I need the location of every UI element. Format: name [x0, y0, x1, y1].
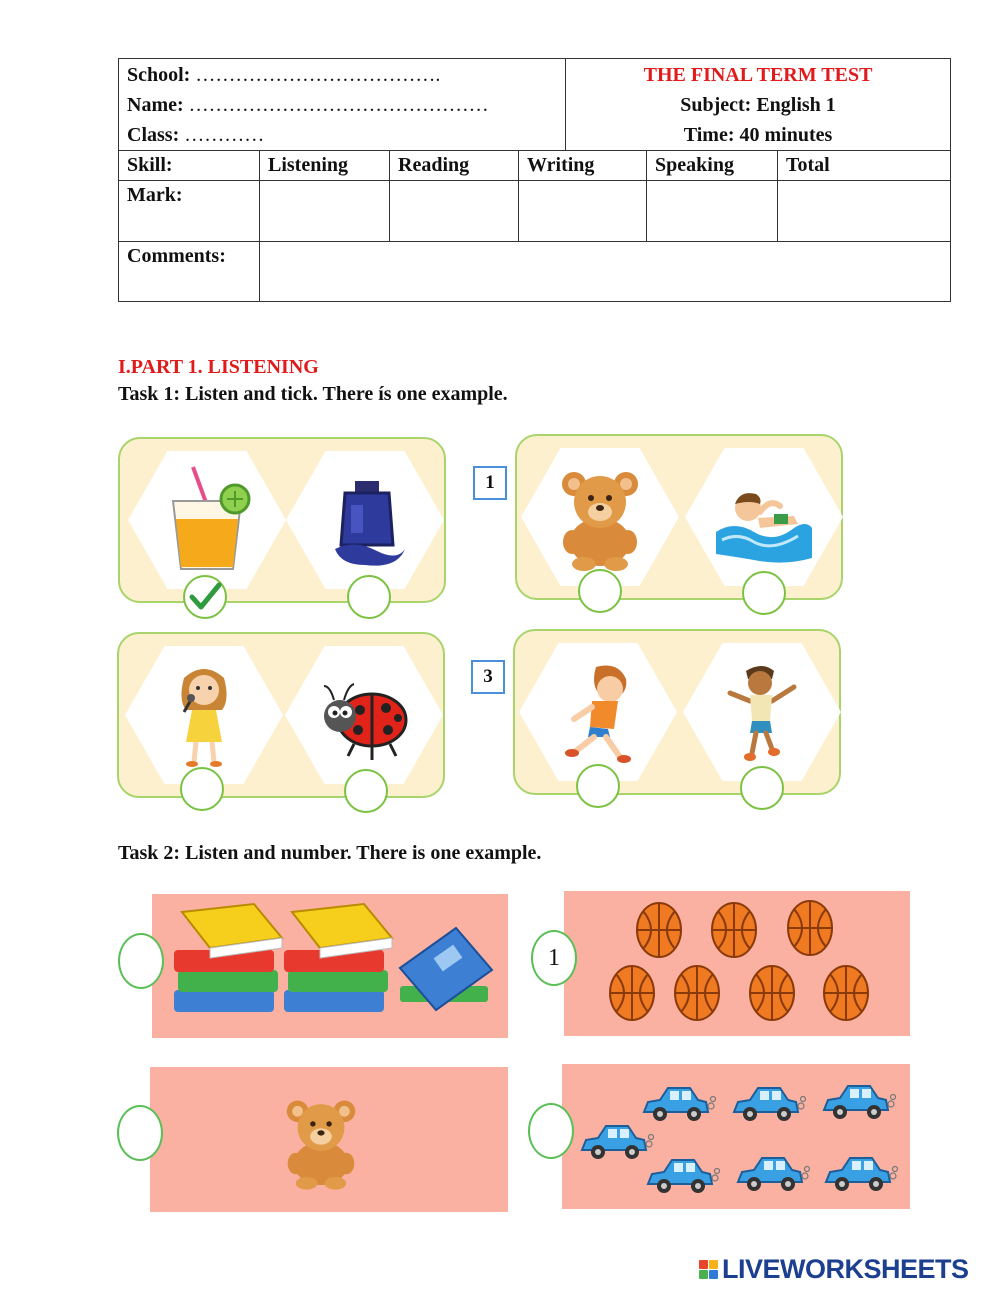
- school-field[interactable]: ……………………………….: [195, 64, 441, 86]
- tick-answer-left[interactable]: [576, 764, 620, 808]
- task2-panel-teddy: [150, 1067, 508, 1212]
- comments-label: Comments:: [119, 242, 260, 302]
- class-line: [127, 120, 557, 150]
- task1-card-2: [117, 632, 445, 798]
- task2-panel-basketballs: [564, 891, 910, 1036]
- mark-row: [119, 181, 951, 242]
- class-field[interactable]: …………: [184, 124, 265, 146]
- car-icon: [822, 1152, 898, 1198]
- mark-total-field[interactable]: [778, 181, 951, 242]
- picture-slot: [285, 646, 443, 784]
- basketball-icon: [608, 964, 656, 1022]
- jumping-boy-icon: [712, 657, 812, 767]
- name-field[interactable]: ………………………………………: [188, 94, 489, 116]
- number-answer-cars[interactable]: [528, 1103, 574, 1159]
- part1-heading: I.PART 1. LISTENING: [118, 356, 319, 378]
- comments-row: [119, 242, 951, 302]
- tick-answer-left[interactable]: [183, 575, 227, 619]
- task2-instruction: Task 2: Listen and number. There is one example.: [118, 842, 542, 864]
- number-answer-books[interactable]: [118, 933, 164, 989]
- skill-writing: Writing: [519, 151, 647, 181]
- number-answer-basketballs[interactable]: 1: [531, 930, 577, 986]
- basketball-icon: [635, 901, 683, 959]
- task1-instruction: Task 1: Listen and tick. There ís one example.: [118, 383, 508, 405]
- skill-row: [119, 151, 951, 181]
- skill-total: Total: [778, 151, 951, 181]
- question-number-1: 1: [473, 466, 507, 500]
- picture-slot: [685, 448, 843, 586]
- tick-answer-left[interactable]: [180, 767, 224, 811]
- tick-answer-right[interactable]: [740, 766, 784, 810]
- school-label: School:: [127, 64, 191, 86]
- school-line: [127, 60, 557, 90]
- task2-panel-cars: [562, 1064, 910, 1209]
- ladybird-icon: [314, 660, 414, 770]
- picture-slot: [286, 451, 444, 589]
- car-icon: [730, 1082, 806, 1128]
- task1-card-3: [513, 629, 841, 795]
- car-icon: [578, 1120, 654, 1166]
- comments-field[interactable]: [260, 242, 951, 302]
- class-label: Class:: [127, 124, 180, 146]
- number-answer-teddy[interactable]: [117, 1105, 163, 1161]
- car-icon: [734, 1152, 810, 1198]
- brand-mark-icon: [699, 1260, 718, 1279]
- basketball-icon: [748, 964, 796, 1022]
- car-icon: [820, 1080, 896, 1126]
- question-number-3: 3: [471, 660, 505, 694]
- mark-label: Mark:: [119, 181, 260, 242]
- swimming-boy-icon: [714, 462, 814, 572]
- picture-slot: [519, 643, 677, 781]
- basketball-icon: [822, 964, 870, 1022]
- basketball-icon: [710, 901, 758, 959]
- liveworksheets-logo: [699, 1254, 969, 1285]
- books-icon: [152, 894, 508, 1038]
- tick-answer-right[interactable]: [347, 575, 391, 619]
- task1-card-1: [515, 434, 843, 600]
- brand-name: LIVEWORKSHEETS: [722, 1254, 969, 1284]
- orange-juice-icon: [157, 465, 257, 575]
- picture-slot: [521, 448, 679, 586]
- name-line: [127, 90, 557, 120]
- teddy-bear-icon: [550, 462, 650, 572]
- student-info-cell: [119, 59, 566, 151]
- picture-slot: [125, 646, 283, 784]
- singing-girl-icon: [154, 660, 254, 770]
- test-title-cell: [566, 59, 951, 151]
- tick-answer-left[interactable]: [578, 569, 622, 613]
- test-header-table: [118, 58, 951, 302]
- mark-listening-field[interactable]: [260, 181, 390, 242]
- task1-card-example: [118, 437, 446, 603]
- time-text: Time: 40 minutes: [683, 124, 833, 146]
- ink-bottle-icon: [315, 465, 415, 575]
- mark-writing-field[interactable]: [519, 181, 647, 242]
- skill-label: Skill:: [119, 151, 260, 181]
- basketball-icon: [673, 964, 721, 1022]
- teddy-bear-icon: [276, 1089, 366, 1193]
- running-boy-icon: [548, 657, 648, 767]
- car-icon: [644, 1154, 720, 1200]
- tick-answer-right[interactable]: [344, 769, 388, 813]
- skill-listening: Listening: [260, 151, 390, 181]
- mark-reading-field[interactable]: [390, 181, 519, 242]
- checkmark-icon: [185, 577, 225, 617]
- picture-slot: [683, 643, 841, 781]
- skill-reading: Reading: [390, 151, 519, 181]
- skill-speaking: Speaking: [647, 151, 778, 181]
- name-label: Name:: [127, 94, 184, 116]
- tick-answer-right[interactable]: [742, 571, 786, 615]
- subject-text: Subject: English 1: [680, 94, 836, 116]
- basketball-icon: [786, 899, 834, 957]
- test-title: THE FINAL TERM TEST: [643, 64, 873, 86]
- picture-slot: [128, 451, 286, 589]
- mark-speaking-field[interactable]: [647, 181, 778, 242]
- task2-panel-books: [152, 894, 508, 1038]
